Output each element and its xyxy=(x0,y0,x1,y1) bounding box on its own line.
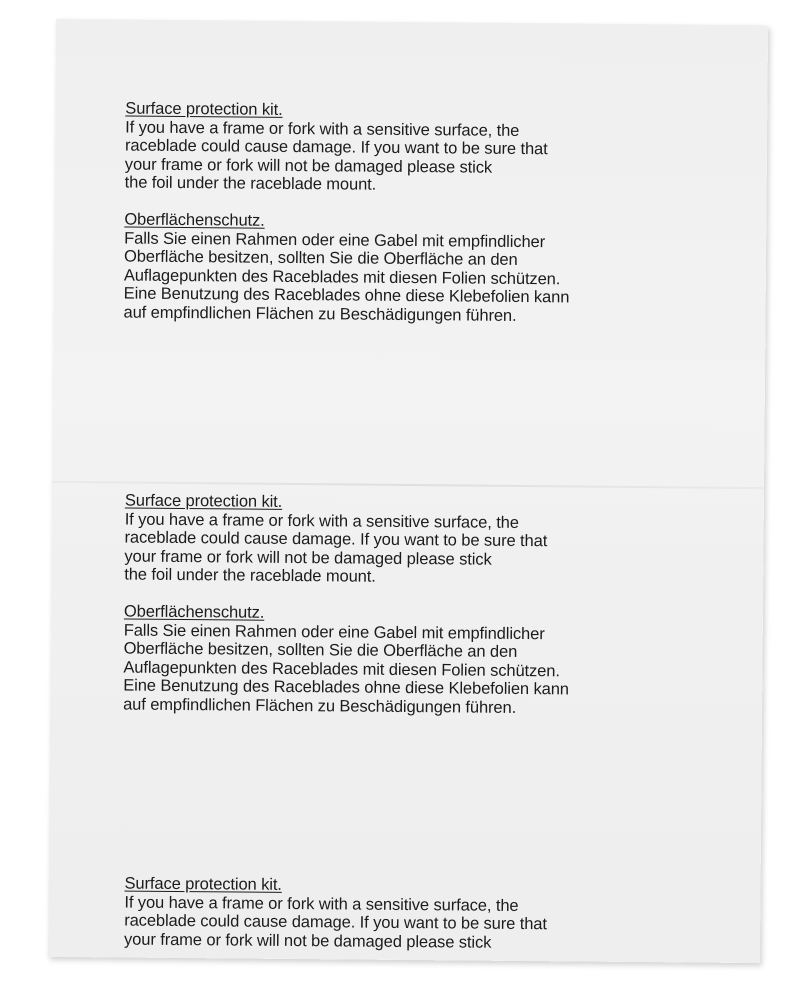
en-line: your frame or fork will not be damaged please stick xyxy=(124,155,493,177)
de-line: Oberfläche besitzen, sollten Sie die Oberfläche an den xyxy=(123,639,518,662)
section-1 xyxy=(123,100,725,328)
en-line: raceblade could cause damage. If you want to be sure that xyxy=(124,911,547,934)
en-line: your frame or fork will not be damaged please stick xyxy=(124,547,492,569)
en-line: If you have a frame or fork with a sensitive surface, the xyxy=(125,118,520,140)
en-heading: Surface protection kit. xyxy=(124,491,283,511)
de-line: Eine Benutzung des Raceblades ohne diese Klebefolien kann xyxy=(123,284,570,307)
en-line: your frame or fork will not be damaged please stick xyxy=(123,930,492,952)
de-line: auf empfindlichen Flächen zu Beschädigungen führen. xyxy=(123,695,517,717)
en-line: If you have a frame or fork with a sensitive surface, the xyxy=(124,893,519,915)
de-line: Falls Sie einen Rahmen oder eine Gabel mit empfindlicher xyxy=(124,229,546,251)
en-line: raceblade could cause damage. If you want to be sure that xyxy=(124,136,548,159)
de-line: Falls Sie einen Rahmen oder eine Gabel mit empfindlicher xyxy=(123,621,545,643)
en-line: raceblade could cause damage. If you want to be sure that xyxy=(124,528,548,551)
de-line: Auflagepunkten des Raceblades mit diesen Folien schützen. xyxy=(123,658,560,681)
de-heading: Oberflächenschutz. xyxy=(124,210,265,230)
en-line: the foil under the raceblade mount. xyxy=(124,173,377,195)
section-2 xyxy=(123,492,725,720)
de-heading: Oberflächenschutz. xyxy=(123,602,265,622)
paper-sheet xyxy=(48,19,768,963)
section-3 xyxy=(124,875,725,955)
de-line: Oberfläche besitzen, sollten Sie die Oberfläche an den xyxy=(123,247,518,270)
en-heading: Surface protection kit. xyxy=(124,874,282,894)
en-line: the foil under the raceblade mount. xyxy=(124,565,376,587)
de-line: auf empfindlichen Flächen zu Beschädigungen führen. xyxy=(123,303,517,325)
de-line: Auflagepunkten des Raceblades mit diesen Folien schützen. xyxy=(123,266,561,289)
de-line: Eine Benutzung des Raceblades ohne diese Klebefolien kann xyxy=(123,676,569,699)
fold-line xyxy=(52,481,764,489)
en-heading: Surface protection kit. xyxy=(125,99,283,119)
en-line: If you have a frame or fork with a sensitive surface, the xyxy=(124,510,519,532)
